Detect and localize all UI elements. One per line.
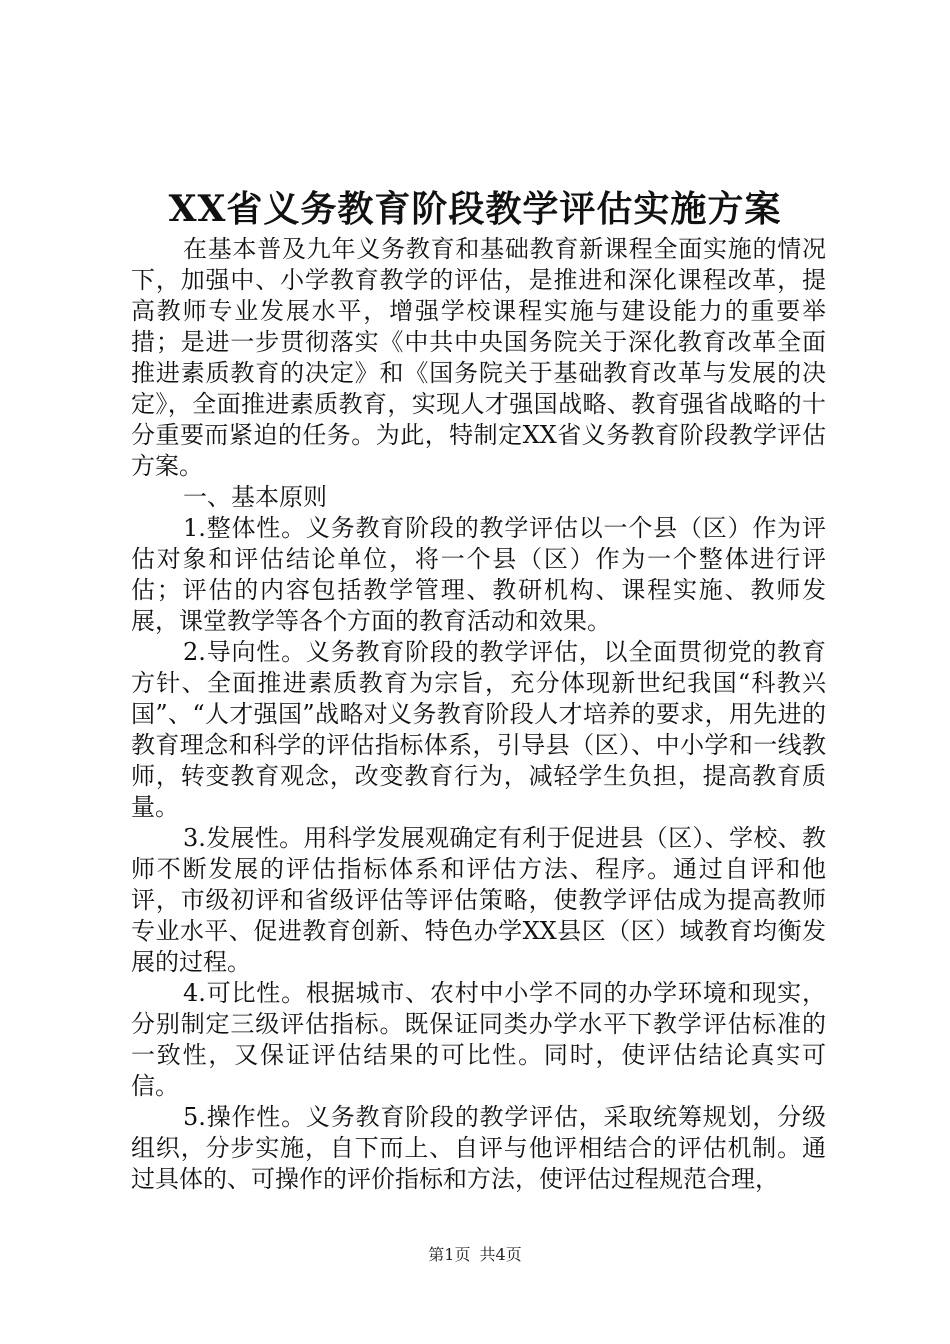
document-title: XX省义务教育阶段教学评估实施方案 <box>168 188 782 230</box>
principle-item: 3.发展性。用科学发展观确定有利于促进县（区）、学校、教师不断发展的评估指标体系和评估方法、程序。通过自评和他评，市级初评和省级评估等评估策略，使教学评估成为提高教师专业水平、促进教育创新、特色办学XX县区（区）域教育均衡发展的过程。 <box>131 824 826 976</box>
page-footer <box>0 1244 950 1266</box>
page-total: 共4页 <box>479 1245 522 1264</box>
intro-paragraph: 在基本普及九年义务教育和基础教育新课程全面实施的情况下，加强中、小学教育教学的评估，是推进和深化课程改革，提高教师专业发展水平，增强学校课程实施与建设能力的重要举措；是进一步贯彻落实《中共中央国务院关于深化教育改革全面推进素质教育的决定》和《国务院关于基础教育改革与发展的决定》，全面推进素质教育，实现人才强国战略、教育强省战略的十分重要而紧迫的任务。为此，特制定XX省义务教育阶段教学评估方案。 <box>131 235 826 480</box>
principle-item: 5.操作性。义务教育阶段的教学评估，采取统筹规划，分级组织，分步实施，自下而上、自评与他评相结合的评估机制。通过具体的、可操作的评价指标和方法，使评估过程规范合理， <box>131 1103 826 1193</box>
principle-item: 1.整体性。义务教育阶段的教学评估以一个县（区）作为评估对象和评估结论单位，将一个县（区）作为一个整体进行评估；评估的内容包括教学管理、教研机构、课程实施、教师发展，课堂教学等各个方面的教育活动和效果。 <box>131 514 826 635</box>
page-number: 第1页 <box>428 1245 471 1264</box>
section-heading: 一、基本原则 <box>183 483 327 511</box>
principle-item: 2.导向性。义务教育阶段的教学评估，以全面贯彻党的教育方针、全面推进素质教育为宗旨，充分体现新世纪我国“科教兴国”、“人才强国”战略对义务教育阶段人才培养的要求，用先进的教育理念和科学的评估指标体系，引导县（区）、中小学和一线教师，转变教育观念，改变教育行为，减轻学生负担，提高教育质量。 <box>131 638 826 821</box>
document-body <box>131 234 826 1195</box>
principle-item: 4.可比性。根据城市、农村中小学不同的办学环境和现实，分别制定三级评估指标。既保证同类办学水平下教学评估标准的一致性，又保证评估结果的可比性。同时，使评估结论真实可信。 <box>131 979 826 1100</box>
